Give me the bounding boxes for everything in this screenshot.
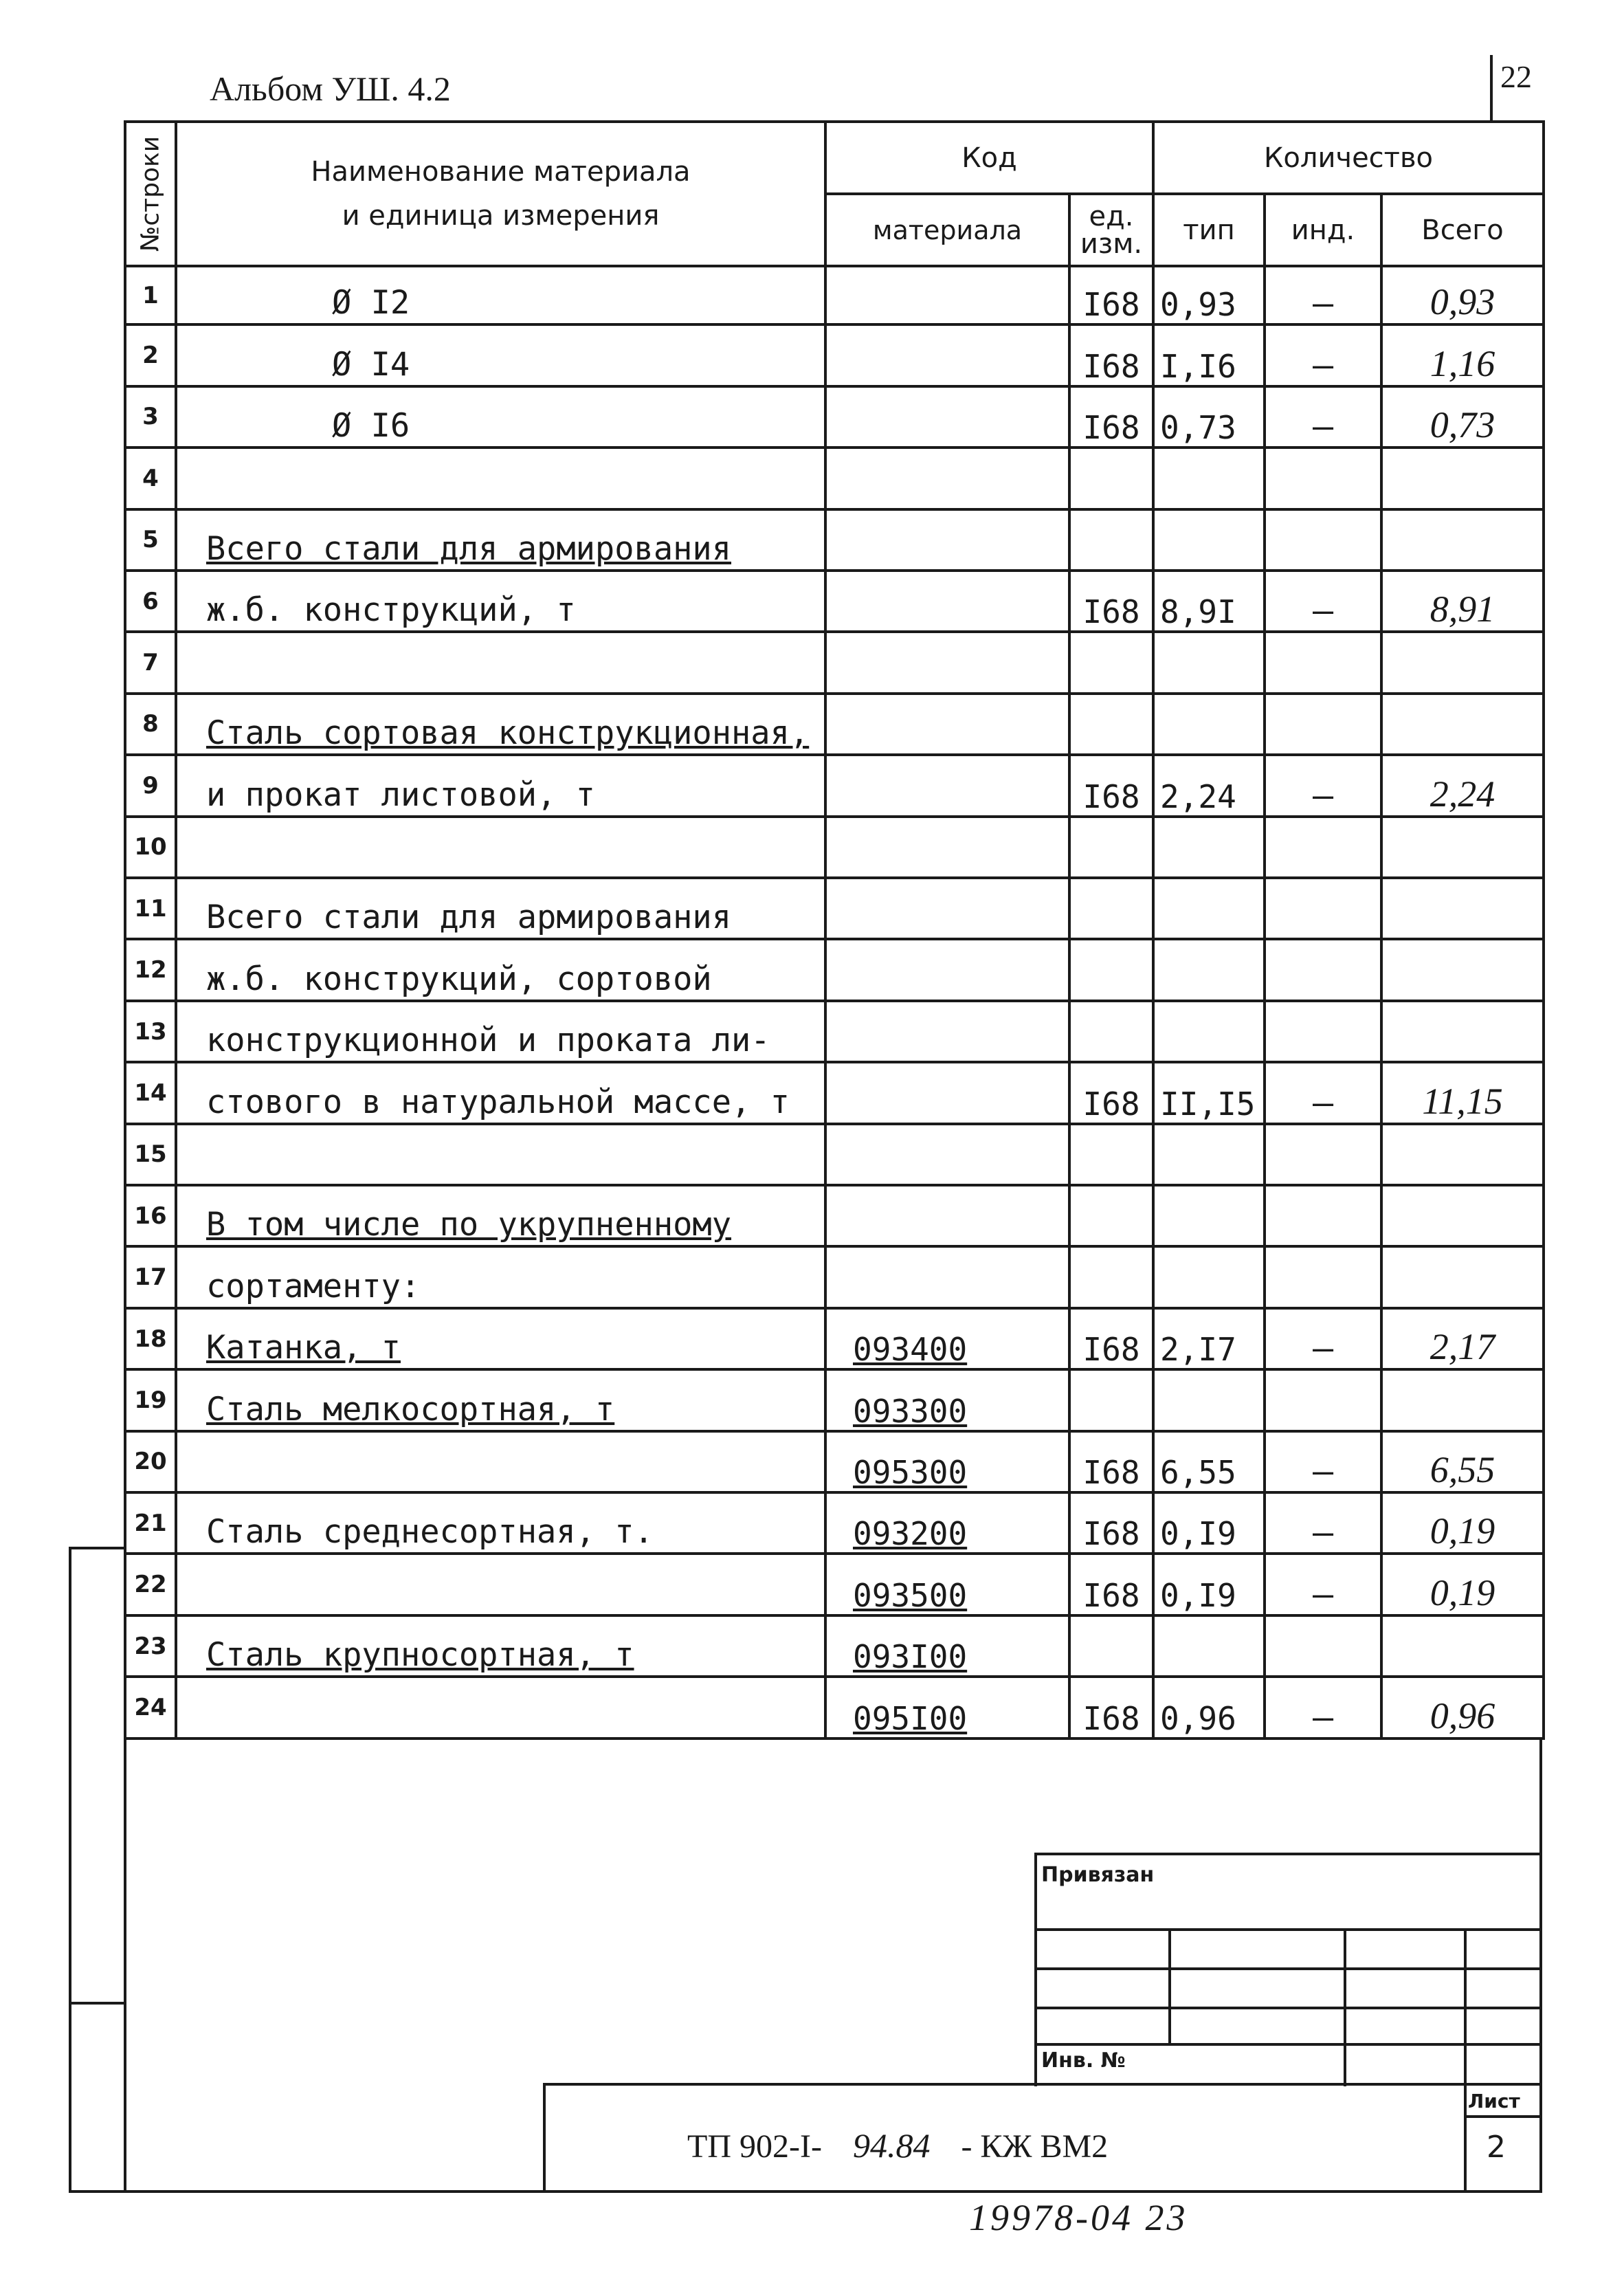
table-row (125, 878, 1544, 939)
material-name: Ø I6 (176, 386, 825, 448)
material-code (825, 324, 1069, 386)
unit-code (1069, 878, 1153, 939)
qty-total (1381, 509, 1544, 571)
left-stamp-divider (69, 2002, 126, 2005)
material-name (176, 1431, 825, 1492)
material-code (825, 1001, 1069, 1062)
doc-hand-number: 94.84 (852, 2126, 931, 2165)
qty-ind: – (1265, 1677, 1381, 1738)
table-row (125, 1615, 1544, 1677)
row-number: 21 (125, 1492, 176, 1554)
row-number: 13 (125, 1001, 176, 1062)
sheet-number: 2 (1487, 2130, 1506, 2165)
qty-tip-header: тип (1153, 194, 1265, 266)
table-row (125, 755, 1544, 816)
material-code: 093500 (825, 1554, 1069, 1615)
material-name: ж.б. конструкций, сортовой (176, 939, 825, 1000)
table-row (125, 1246, 1544, 1307)
material-name: Всего стали для армирования (176, 878, 825, 939)
unit-code: I68 (1069, 1677, 1153, 1738)
sheet-label: Лист (1468, 2090, 1520, 2112)
material-name: ж.б. конструкций, т (176, 571, 825, 632)
material-name (176, 632, 825, 693)
material-name: Ø I2 (176, 266, 825, 324)
left-stamp-top (69, 1547, 126, 1549)
qty-ind: – (1265, 1308, 1381, 1369)
row-number: 22 (125, 1554, 176, 1615)
qty-ind (1265, 1001, 1381, 1062)
corner-rule (1490, 55, 1493, 120)
qty-ind (1265, 1615, 1381, 1677)
tb-main-top (543, 2083, 1542, 2086)
row-number: 20 (125, 1431, 176, 1492)
table-row (125, 939, 1544, 1000)
qty-tip: 2,I7 (1153, 1308, 1265, 1369)
qty-total (1381, 1615, 1544, 1677)
qty-tip: 6,55 (1153, 1431, 1265, 1492)
qty-tip (1153, 1185, 1265, 1246)
qty-ind: – (1265, 386, 1381, 448)
material-name (176, 1124, 825, 1185)
material-name: конструкционной и проката ли- (176, 1001, 825, 1062)
table-row (125, 1554, 1544, 1615)
qty-total: 0,73 (1381, 386, 1544, 448)
qty-tip: I,I6 (1153, 324, 1265, 386)
bound-label: Привязан (1041, 1863, 1155, 1887)
table-row (125, 266, 1544, 324)
qty-total (1381, 1369, 1544, 1431)
qty-total: 0,96 (1381, 1677, 1544, 1738)
name-header: Наименование материала и единица измерения (176, 122, 825, 266)
row-number: 1 (125, 266, 176, 324)
frame-bottom (69, 2190, 1542, 2193)
table-row (125, 1001, 1544, 1062)
stamp-number: 19978-04 23 (969, 2197, 1188, 2238)
table-row (125, 386, 1544, 448)
row-number: 7 (125, 632, 176, 693)
qty-total: 0,19 (1381, 1492, 1544, 1554)
qty-total (1381, 878, 1544, 939)
row-number: 17 (125, 1246, 176, 1307)
row-number: 12 (125, 939, 176, 1000)
qty-tip (1153, 509, 1265, 571)
qty-tip (1153, 1124, 1265, 1185)
code-unit-header: ед. изм. (1069, 194, 1153, 266)
qty-tip: 0,93 (1153, 266, 1265, 324)
table-row (125, 632, 1544, 693)
unit-code (1069, 1124, 1153, 1185)
material-code: 093300 (825, 1369, 1069, 1431)
qty-tip: 8,9I (1153, 571, 1265, 632)
material-code (825, 448, 1069, 509)
table-row (125, 1677, 1544, 1738)
qty-ind (1265, 694, 1381, 755)
tb-top (1034, 1853, 1542, 1855)
qty-tip (1153, 1001, 1265, 1062)
unit-code: I68 (1069, 1431, 1153, 1492)
qty-total: 11,15 (1381, 1062, 1544, 1123)
qty-ind (1265, 509, 1381, 571)
table-row (125, 509, 1544, 571)
material-name: Сталь сортовая конструкционная, (176, 694, 825, 755)
qty-ind: – (1265, 1554, 1381, 1615)
table-row (125, 448, 1544, 509)
qty-tip (1153, 448, 1265, 509)
material-code (825, 878, 1069, 939)
material-code: 095300 (825, 1431, 1069, 1492)
unit-code: I68 (1069, 324, 1153, 386)
qty-tip: 0,73 (1153, 386, 1265, 448)
material-code: 093I00 (825, 1615, 1069, 1677)
material-code: 093200 (825, 1492, 1069, 1554)
qty-tip (1153, 1369, 1265, 1431)
qty-total (1381, 1001, 1544, 1062)
material-code (825, 939, 1069, 1000)
table-row (125, 1124, 1544, 1185)
material-code (825, 1124, 1069, 1185)
unit-code: I68 (1069, 755, 1153, 816)
qty-ind (1265, 632, 1381, 693)
qty-ind: – (1265, 1431, 1381, 1492)
row-number: 11 (125, 878, 176, 939)
unit-code (1069, 509, 1153, 571)
unit-code (1069, 1001, 1153, 1062)
code-material-header: материала (825, 194, 1069, 266)
material-code (825, 1062, 1069, 1123)
unit-code (1069, 1369, 1153, 1431)
qty-tip: 2,24 (1153, 755, 1265, 816)
page-number: 22 (1500, 59, 1532, 94)
material-name: В том числе по укрупненному (176, 1185, 825, 1246)
qty-tip (1153, 694, 1265, 755)
rownum-header: №строки (125, 122, 176, 266)
row-number: 2 (125, 324, 176, 386)
qty-ind: – (1265, 755, 1381, 816)
left-stamp-border (69, 1547, 71, 2193)
qty-total (1381, 694, 1544, 755)
row-number: 10 (125, 817, 176, 878)
material-code: 095I00 (825, 1677, 1069, 1738)
unit-code (1069, 1246, 1153, 1307)
unit-code: I68 (1069, 386, 1153, 448)
tb-sheet-left (1464, 2083, 1467, 2193)
material-name: и прокат листовой, т (176, 755, 825, 816)
qty-total: 2,17 (1381, 1308, 1544, 1369)
unit-code: I68 (1069, 1492, 1153, 1554)
qty-ind: – (1265, 266, 1381, 324)
qty-tip: 0,I9 (1153, 1492, 1265, 1554)
material-name (176, 448, 825, 509)
unit-code (1069, 632, 1153, 693)
qty-ind (1265, 1185, 1381, 1246)
material-name: Катанка, т (176, 1308, 825, 1369)
album-label: Альбом УШ. 4.2 (210, 69, 451, 108)
qty-tip: 0,I9 (1153, 1554, 1265, 1615)
row-number: 19 (125, 1369, 176, 1431)
row-number: 5 (125, 509, 176, 571)
unit-code (1069, 1615, 1153, 1677)
row-number: 9 (125, 755, 176, 816)
doc-suffix: - КЖ ВМ2 (961, 2128, 1109, 2165)
qty-total: 8,91 (1381, 571, 1544, 632)
inv-label: Инв. № (1041, 2049, 1126, 2073)
material-code (825, 1185, 1069, 1246)
qty-total (1381, 939, 1544, 1000)
qty-total: 6,55 (1381, 1431, 1544, 1492)
material-name (176, 817, 825, 878)
code-header: Код (825, 122, 1153, 194)
qty-ind (1265, 939, 1381, 1000)
qty-tip (1153, 939, 1265, 1000)
qty-total: 1,16 (1381, 324, 1544, 386)
qty-tip (1153, 878, 1265, 939)
row-number: 23 (125, 1615, 176, 1677)
row-number: 3 (125, 386, 176, 448)
qty-ind: – (1265, 1492, 1381, 1554)
qty-total (1381, 1124, 1544, 1185)
table-row (125, 571, 1544, 632)
qty-tip (1153, 1246, 1265, 1307)
unit-code: I68 (1069, 266, 1153, 324)
qty-total (1381, 817, 1544, 878)
row-number: 6 (125, 571, 176, 632)
qty-tip (1153, 1615, 1265, 1677)
qty-total: 2,24 (1381, 755, 1544, 816)
table-row (125, 1369, 1544, 1431)
qty-tip (1153, 817, 1265, 878)
table-row (125, 1062, 1544, 1123)
left-stamp-border-inner (124, 1547, 126, 2193)
row-number: 14 (125, 1062, 176, 1123)
material-name: стового в натуральной массе, т (176, 1062, 825, 1123)
material-code: 093400 (825, 1308, 1069, 1369)
qty-ind (1265, 448, 1381, 509)
unit-code: I68 (1069, 1554, 1153, 1615)
table-row (125, 694, 1544, 755)
material-code (825, 755, 1069, 816)
qty-total (1381, 632, 1544, 693)
unit-code (1069, 1185, 1153, 1246)
unit-code (1069, 448, 1153, 509)
row-number: 8 (125, 694, 176, 755)
qty-ind (1265, 1246, 1381, 1307)
qty-tip: 0,96 (1153, 1677, 1265, 1738)
qty-tip: II,I5 (1153, 1062, 1265, 1123)
material-name: Ø I4 (176, 324, 825, 386)
materials-table (124, 120, 1545, 1740)
unit-code (1069, 939, 1153, 1000)
row-number: 15 (125, 1124, 176, 1185)
unit-code (1069, 817, 1153, 878)
qty-total: 0,93 (1381, 266, 1544, 324)
material-code (825, 694, 1069, 755)
qty-total-header: Всего (1381, 194, 1544, 266)
table-row (125, 817, 1544, 878)
document-code (687, 2126, 1108, 2165)
unit-code (1069, 694, 1153, 755)
material-code (825, 509, 1069, 571)
qty-ind: – (1265, 1062, 1381, 1123)
material-name (176, 1677, 825, 1738)
unit-code: I68 (1069, 1308, 1153, 1369)
tb-v3 (1464, 1928, 1467, 2086)
qty-total (1381, 1246, 1544, 1307)
material-name (176, 1554, 825, 1615)
qty-ind: – (1265, 324, 1381, 386)
table-row (125, 1431, 1544, 1492)
doc-prefix: ТП 902-I- (687, 2128, 822, 2165)
qty-header: Количество (1153, 122, 1544, 194)
unit-code: I68 (1069, 1062, 1153, 1123)
tb-v1 (1168, 1928, 1171, 2045)
material-code (825, 1246, 1069, 1307)
qty-ind (1265, 878, 1381, 939)
qty-tip (1153, 632, 1265, 693)
tb-main-left (543, 2083, 546, 2193)
table-row (125, 324, 1544, 386)
qty-total (1381, 448, 1544, 509)
unit-code: I68 (1069, 571, 1153, 632)
row-number: 24 (125, 1677, 176, 1738)
tb-v2 (1344, 1928, 1346, 2086)
qty-total: 0,19 (1381, 1554, 1544, 1615)
row-number: 4 (125, 448, 176, 509)
material-name: Сталь крупносортная, т (176, 1615, 825, 1677)
qty-ind (1265, 817, 1381, 878)
material-code (825, 817, 1069, 878)
table-row (125, 1185, 1544, 1246)
table-row (125, 1308, 1544, 1369)
tb-sheet-h (1464, 2115, 1542, 2118)
material-name: Всего стали для армирования (176, 509, 825, 571)
qty-total (1381, 1185, 1544, 1246)
material-name: Сталь среднесортная, т. (176, 1492, 825, 1554)
material-name: Сталь мелкосортная, т (176, 1369, 825, 1431)
row-number: 18 (125, 1308, 176, 1369)
row-number: 16 (125, 1185, 176, 1246)
qty-ind: – (1265, 571, 1381, 632)
material-name: сортаменту: (176, 1246, 825, 1307)
material-code (825, 571, 1069, 632)
material-code (825, 266, 1069, 324)
material-code (825, 386, 1069, 448)
table-row (125, 1492, 1544, 1554)
qty-ind-header: инд. (1265, 194, 1381, 266)
qty-ind (1265, 1124, 1381, 1185)
frame-right (1539, 1739, 1542, 2193)
material-code (825, 632, 1069, 693)
qty-ind (1265, 1369, 1381, 1431)
